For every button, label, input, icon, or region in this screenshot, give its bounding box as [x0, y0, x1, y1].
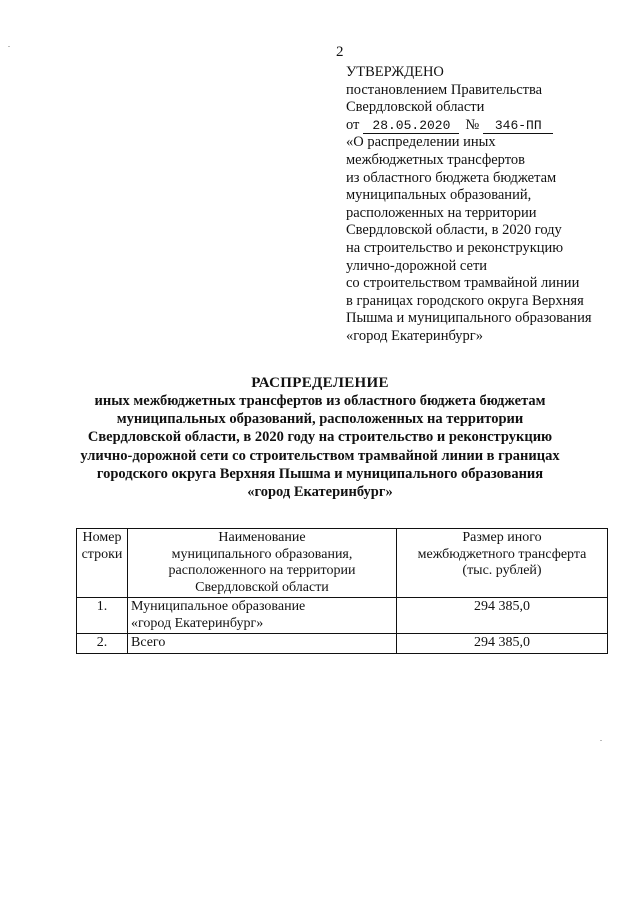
table-row	[77, 598, 608, 634]
approval-stamp	[346, 64, 616, 346]
row-name-text: «город Екатеринбург»	[131, 615, 264, 631]
subject-line: со строительством трамвайной линии	[346, 275, 580, 292]
header-name	[128, 529, 397, 598]
row-amount: 294 385,0	[397, 598, 608, 634]
subject-line: Свердловской области, в 2020 году	[346, 222, 562, 239]
row-name-text: Всего	[131, 635, 166, 650]
title-line: «город Екатеринбург»	[247, 484, 393, 501]
title-line: Свердловской области, в 2020 году на строительство и реконструкцию	[87, 429, 553, 446]
row-number: 2.	[77, 634, 128, 654]
distribution-table	[76, 528, 608, 654]
scan-speck	[8, 46, 10, 47]
row-amount: 294 385,0	[397, 634, 608, 654]
scan-speck	[600, 740, 602, 741]
header-text: Свердловской области	[195, 579, 329, 595]
table-header-row	[77, 529, 608, 598]
header-text: (тыс. рублей)	[462, 563, 542, 578]
approval-number: 346-ПП	[483, 119, 553, 134]
row-number: 1.	[77, 598, 128, 634]
header-text: строки	[81, 546, 123, 562]
row-name	[128, 634, 397, 654]
approval-line-1: постановлением Правительства	[346, 81, 543, 98]
row-name-text: Муниципальное образование	[131, 599, 306, 614]
row-name	[128, 598, 397, 634]
title-line: иных межбюджетных трансфертов из областного бюджета бюджетам	[94, 393, 546, 409]
header-text: Номер	[82, 530, 122, 545]
header-text: расположенного на территории	[168, 563, 356, 578]
subject-line: «город Екатеринбург»	[346, 327, 483, 344]
title-line: городского округа Верхняя Пышма и муниципального образования	[96, 465, 544, 482]
subject-line: муниципальных образований,	[346, 187, 532, 204]
subject-line: расположенных на территории	[346, 204, 537, 221]
header-number	[77, 529, 128, 598]
title-line: муниципальных образований, расположенных на территории	[116, 411, 524, 428]
title-line: улично-дорожной сети со строительством трамвайной линии в границах	[80, 447, 560, 464]
approval-date: 28.05.2020	[363, 119, 459, 134]
page-number: 2	[336, 44, 344, 60]
document-title	[70, 374, 570, 501]
header-text: межбюджетного трансферта	[417, 546, 587, 562]
subject-line: на строительство и реконструкцию	[346, 239, 564, 256]
header-amount	[397, 529, 608, 598]
header-text: Размер иного	[462, 530, 542, 545]
number-label: №	[465, 116, 480, 133]
from-label: от	[346, 116, 360, 133]
subject-line: улично-дорожной сети	[346, 257, 488, 274]
subject-line: межбюджетных трансфертов	[346, 151, 525, 168]
title-main: РАСПРЕДЕЛЕНИЕ	[251, 375, 389, 391]
approval-date-line	[346, 117, 616, 135]
subject-line: Пышма и муниципального образования	[346, 310, 592, 327]
table-row	[77, 634, 608, 654]
subject-line: в границах городского округа Верхняя	[346, 292, 584, 309]
subject-line: из областного бюджета бюджетам	[346, 169, 557, 186]
approval-line-2: Свердловской области	[346, 99, 485, 116]
header-text: муниципального образования,	[171, 546, 353, 562]
approval-heading: УТВЕРЖДЕНО	[346, 64, 444, 80]
header-text: Наименование	[218, 530, 306, 545]
subject-line: «О распределении иных	[346, 134, 496, 151]
